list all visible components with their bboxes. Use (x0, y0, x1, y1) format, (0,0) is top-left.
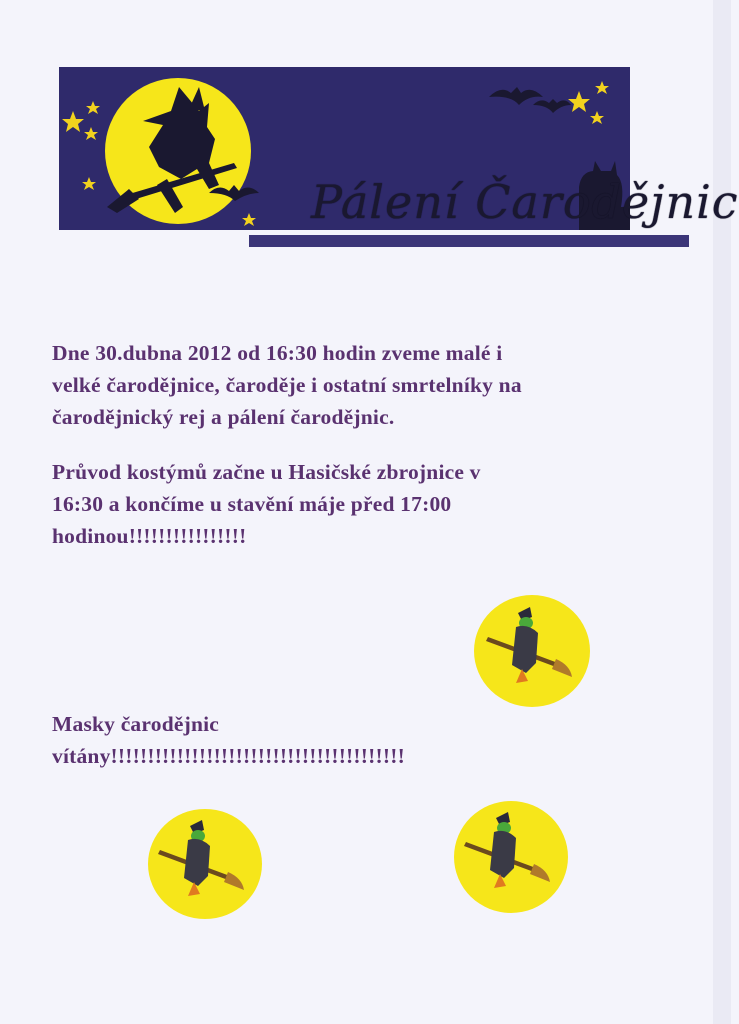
witch-on-moon-icon (146, 808, 264, 920)
text-line: hodinou!!!!!!!!!!!!!!!! (52, 524, 247, 548)
text-line: vítány!!!!!!!!!!!!!!!!!!!!!!!!!!!!!!!!!!!!!!!! (52, 744, 405, 768)
banner-title: Pálení Čarodějnic (311, 175, 739, 229)
banner-stripe (249, 235, 689, 247)
text-line: Průvod kostýmů začne u Hasičské zbrojnice v (52, 460, 481, 484)
text-line: velké čarodějnice, čaroděje i ostatní smrtelníky na (52, 373, 522, 397)
costumes-paragraph (52, 708, 652, 772)
page-edge (713, 0, 731, 1024)
text-line: 16:30 a končíme u stavění máje před 17:00 (52, 492, 452, 516)
invitation-paragraph (52, 337, 652, 433)
parade-paragraph (52, 456, 612, 552)
text-line: Dne 30.dubna 2012 od 16:30 hodin zveme malé i (52, 341, 503, 365)
title-banner (59, 67, 739, 230)
text-line: Masky čarodějnic (52, 712, 220, 736)
witch-on-moon-icon (472, 593, 592, 709)
witch-on-moon-icon (452, 800, 570, 914)
text-line: čarodějnický rej a pálení čarodějnic. (52, 405, 395, 429)
